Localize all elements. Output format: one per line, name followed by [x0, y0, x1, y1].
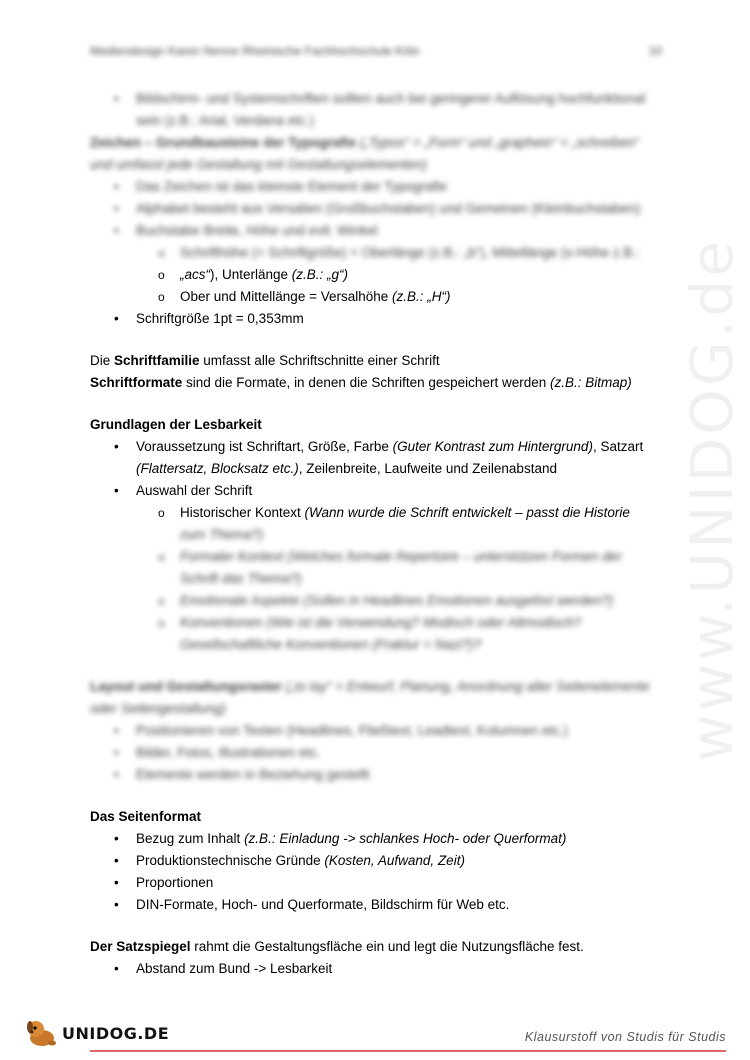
footer-logo[interactable] — [24, 1018, 169, 1048]
text-italic: Konventionen (Wie ist die Verwendung? Modisch oder Altmodisch? Gesellschaftliche Konventionen (Fraktur = Nazi?)? — [180, 615, 582, 652]
text: Ober und Mittellänge = Versalhöhe — [180, 289, 393, 304]
list-item: • Das Zeichen ist das kleinste Element der Typografie — [90, 176, 660, 198]
page-header — [90, 44, 662, 58]
page-content — [90, 88, 660, 980]
paragraph — [90, 676, 660, 720]
text: Die — [90, 353, 115, 368]
sub-list-item-continuation — [90, 264, 660, 286]
list-item: • DIN-Formate, Hoch- und Querformate, Bildschirm für Web etc. — [90, 894, 660, 916]
text-italic: zum Thema?) — [180, 527, 264, 542]
text-italic: (z.B.: Bitmap) — [549, 375, 632, 390]
sub-list-item — [90, 590, 660, 612]
page-number: 10 — [648, 44, 662, 58]
list-item: • Auswahl der Schrift — [90, 480, 660, 502]
sub-list-item: o Schrifthöhe (= Schriftgröße) = Oberlänge (z.B.: „b“), Mittellänge (x-Höhe z.B.: — [90, 242, 660, 264]
dog-mascot-icon — [24, 1018, 60, 1048]
list-item — [90, 436, 660, 480]
text: Bezug zum Inhalt — [136, 831, 245, 846]
text-italic: (Flattersatz, Blocksatz etc.) — [136, 461, 299, 476]
section-heading: Zeichen – Grundbausteine der Typografie — [90, 135, 357, 150]
list-item: • Elemente werden in Beziehung gestellt — [90, 764, 660, 786]
header-title: Mediendesign Karen Nenne Rheinische Fachhochschule Köln — [90, 44, 420, 58]
text-italic: (Wann wurde die Schrift entwickelt – passt die Historie — [304, 505, 630, 520]
text: Voraussetzung ist Schriftart, Größe, Farbe — [136, 439, 393, 454]
text: Historischer Kontext — [180, 505, 305, 520]
text: Produktionstechnische Gründe — [136, 853, 325, 868]
term-bold: Schriftfamilie — [114, 353, 200, 368]
heading-text: Grundlagen der Lesbarkeit — [90, 417, 262, 432]
text: umfasst alle Schriftschnitte einer Schrift — [199, 353, 440, 368]
text-italic: Emotionale Aspekte (Sollen in Headlines Emotionen ausgelöst werden?) — [180, 593, 614, 608]
blurred-top-section — [90, 88, 660, 264]
paragraph — [90, 350, 660, 372]
text-italic: (z.B.: „H“) — [392, 289, 451, 304]
term-bold: Schriftformate — [90, 375, 183, 390]
list-item: • Schriftgröße 1pt = 0,353mm — [90, 308, 660, 330]
section-heading: Layout und Gestaltungsraster — [90, 679, 283, 694]
sub-list-item — [90, 546, 660, 590]
list-item — [90, 850, 660, 872]
watermark: www.UNIDOG.de — [678, 238, 746, 762]
text-italic: (z.B.: Einladung -> schlankes Hoch- oder Querformat) — [244, 831, 567, 846]
section-heading — [90, 414, 660, 436]
paragraph — [90, 936, 660, 958]
paragraph — [90, 372, 660, 394]
text: , Satzart — [592, 439, 644, 454]
text-italic: (Guter Kontrast zum Hintergrund) — [392, 439, 593, 454]
list-item: • Buchstabe Breite, Höhe und evtl. Winkel — [90, 220, 660, 242]
text: ), Unterlänge — [210, 267, 292, 282]
footer-tagline: Klausurstoff von Studis für Studis — [524, 1030, 726, 1044]
list-item: • Bildschirm- und Systemschriften sollten auch bei geringerer Auflösung hochfunktional sein (z.B.: Arial, Verdana etc.) — [90, 88, 660, 132]
text: , Zeilenbreite, Laufweite und Zeilenabstand — [298, 461, 557, 476]
text-italic: (Kosten, Aufwand, Zeit) — [324, 853, 465, 868]
blurred-sub-list — [90, 546, 660, 656]
list-item: • Alphabet besteht aus Versalien (Großbuchstaben) und Gemeinen (Kleinbuchstaben) — [90, 198, 660, 220]
sub-list-item — [90, 502, 660, 546]
footer-divider — [90, 1050, 726, 1052]
text: sind die Formate, in denen die Schriften gespeichert werden — [182, 375, 550, 390]
list-item: • Abstand zum Bund -> Lesbarkeit — [90, 958, 660, 980]
list-item: • Bilder, Fotos, Illustrationen etc. — [90, 742, 660, 764]
footer-brand: UNIDOG.DE — [62, 1023, 170, 1043]
list-item — [90, 828, 660, 850]
list-item: • Proportionen — [90, 872, 660, 894]
heading-note: („Typos“ = „Form“ und „graphein“ = „schreiben“ und umfasst jede Gestaltung mit Gestaltungselementen) — [90, 135, 640, 172]
sub-list-item — [90, 286, 660, 308]
heading-note: („to lay“ = Entwurf, Planung, Anordnung aller Seitenelemente oder Seitengestaltung) — [90, 679, 650, 716]
list-item: • Positionieren von Texten (Headlines, Fließtext, Leadtext, Kolumnen etc.) — [90, 720, 660, 742]
heading-text: Das Seitenformat — [90, 809, 202, 824]
text-italic: Formaler Kontext (Welches formale Repertoire – unterstützen Formen der Schrift das Thema?) — [180, 549, 622, 586]
paragraph — [90, 132, 660, 176]
sub-list-item — [90, 612, 660, 656]
text-italic: „acs“ — [180, 267, 210, 282]
blurred-layout-section — [90, 676, 660, 786]
term-bold: Der Satzspiegel — [90, 939, 191, 954]
text: rahmt die Gestaltungsfläche ein und legt die Nutzungsfläche fest. — [190, 939, 584, 954]
section-heading — [90, 806, 660, 828]
text-italic: (z.B.: „g“) — [291, 267, 349, 282]
